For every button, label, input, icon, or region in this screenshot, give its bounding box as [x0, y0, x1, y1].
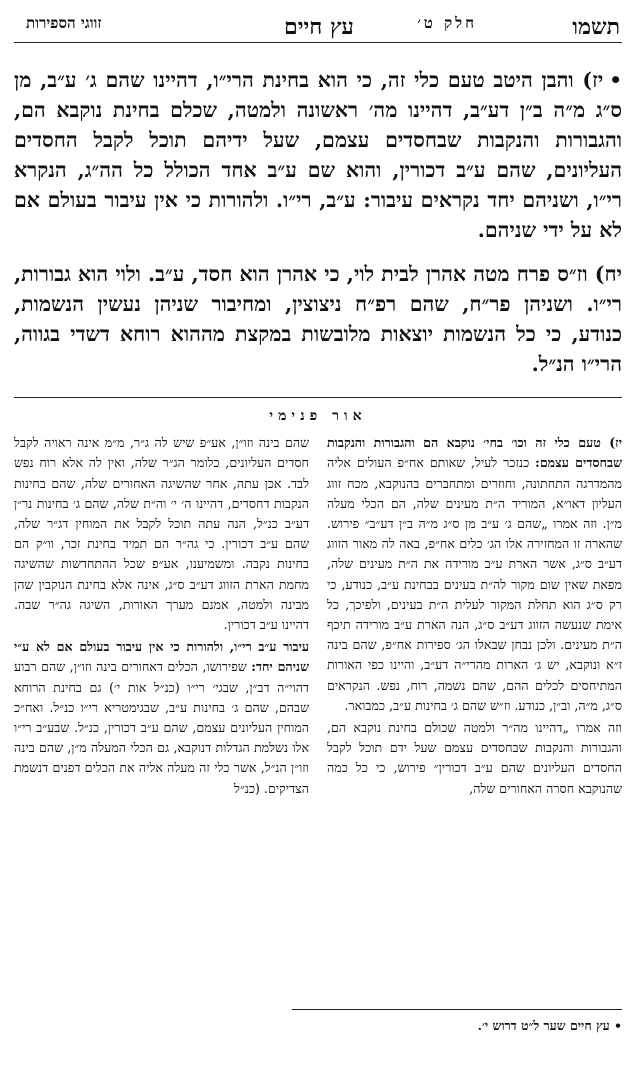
commentary-text: שהם בינה וזו״ן, אע״פ שיש לה ג״ר, מ״מ אינה ראויה לקבל חסדים העליונים, כלומר הג״ר שלה, ואין לה אלא רוח נפש לבד. אכן עתה, אחר שהשיגה האחורים שלה, שהם בחינות הנקבות דחסדים, דהיינו ה׳ י׳ וה״ת שלה, שהם ג׳ בחינות נר״ן דע״ב כנ״ל, הנה עתה תוכל לקבל את המוחין דג״ר שלה, שהם ע״ב דכורין. כי גה״ר הם תמיד בחינת זכר, וו״ק הם בחינות נקבה. ומשמיענו, אע״פ שכל ההתחדשות שהשיגה מחמת הארת הזווג דע״ב ס״ג, אינה אלא בחינת הנוקבין שהן מבינה ולמטה, אמנם מערך האורות, השיגה גה״ר שבה. דהיינו ע״ב דכורין.	[14, 435, 309, 633]
commentary-text: כנזכר לעיל, שאותם אח״פ העולים אליה מהמדרגה התחתונה, וחוזרים ומתחברים בהנוקבא, מכח זווג העליון דאו״א, המוריד ה״ת מעינים שלה, הם הכלי מעלה מ״ן. וזה אמרו „שהם ג׳ ע״ב מן ס״ג מ״ה ב״ן דע״ב״ פירוש. שהארה זו המחזירה אלו הג׳ כלים אח״פ, באה לה מאור הזווג דע״ב ס״ג, אשר הארת ע״ב מורידה את ה״ת מעינים שלה, מפאת שאין שום מקור לה״ת בעינים בבחינת ע״ב, כנודע, כי רק ס״ג הוא תחלת המקור לעלית ה״ת בעינים, ולפיכך, כל אימת שנעשה הזווג דע״ב ס״ג, הנה הארת ע״ב מורידה תיכף ה״ת מעינים. ולכן נבחן שבאלו הג׳ ספירות אח״פ, שהם בינה ז״א ונוקבא, יש ג׳ הארות מהרי״ה דע״ב, והיינו כפי האורות המתיחסים לכלים ההם, שהם נשמה, רוח, נפש. הנקראים ס״ג, מ״ה, וב״ן, כנודע. וז״ש שהם ג׳ בחינות ע״ב, כמבואר.	[327, 455, 622, 713]
paragraph-17-text: יז) והבן היטב טעם כלי זה, כי הוא בחינת הרי״ו, דהיינו שהם ג׳ ע״ב, מן ס״ג מ״ה ב״ן דע״ב, דהיינו מה׳ ראשונה ולמטה, שכלם בחינת נוקבא הם, והגבורות והנקבות שבחסדים עצמם, שעל ידיהם תוכל לקבל החסדים העליונים, שהם ע״ב דכורין, והוא שם ע״ב אחד הכולל כל הה״ג, הנקרא רי״ו, ושניהם יחד נקראים עיבור: ע״ב, רי״ו. ולהורות כי אין עיבור בעולם אם לא על ידי שניהם.	[14, 68, 622, 242]
commentary-text: וזה אמרו „דהיינו מה״ר ולמטה שכולם בחינת נוקבא הם, והגבורות והנקבות שבחסדים עצמם שעל ידם תוכל לקבל החסדים העליונים שהם ע״ב דכורין״ פירוש, כי כל כמה שהנוקבא חסרה האחורים שלה,	[327, 720, 622, 796]
running-header	[14, 8, 622, 43]
paragraph-18: יח) וז״ס פרח מטה אהרן לבית לוי, כי אהרן הוא חסד, ע״ב. ולוי הוא גבורות, רי״ו. ושניהן פר״ח, שהם רפ״ח ניצוצין, ומחיבור שניהן נעשין הנשמות, כנודע, כי כל הנשמות יוצאות מלובשות במקצת מההוא רוחא דשדי בגווה, הרי״ו הנ״ל.	[14, 262, 622, 376]
book-title: עץ חיים	[284, 14, 354, 40]
footnote: • עץ חיים שער ל״ט דרוש י׳.	[477, 1018, 622, 1034]
commentary-lead: עיבור ע״ב רי״ו, ולהורות כי אין עיבור בעולם אם לא ע״י שניהם יחד:	[14, 639, 309, 675]
footnote-rule	[292, 1009, 622, 1010]
commentary-left-column	[14, 433, 309, 1003]
section-divider	[14, 397, 622, 398]
topic-title: זווגי הספירות	[26, 14, 102, 32]
commentary-paragraph	[327, 433, 622, 716]
part-label: חלק ט׳	[417, 14, 477, 32]
commentary-title: אור פנימי	[269, 408, 367, 425]
commentary-right-column	[327, 433, 622, 1003]
commentary-paragraph	[327, 718, 622, 799]
main-text	[14, 65, 622, 379]
commentary-columns	[14, 433, 622, 1003]
bullet-marker: •	[609, 68, 622, 92]
commentary-lead: יז) טעם כלי זה וכו׳ בחי׳ נוקבא הם והגבורות והנקבות שבחסדים עצמם:	[327, 435, 622, 471]
commentary-text: שפירושו, הכלים דאחורים בינה וזו״ן, שהם רבוע דהוי״ה דב״ן, שבגי׳ רי״ו (כנ״ל אות י׳) גם בחינת הרוחא שבהם, שהם ג׳ בחינות ע״ב, שבגימטריא רי״ו כנ״ל. ואח״כ המוחין העליונים עצמם, שהם ע״ב דכורין, כנ״ל. שבע״ב רי״ו אלו נשלמת הגדלות דנוקבא, גם הכלי המעלה מ״ן, שהם בינה וזו״ן הנ״ל, אשר כלי זה מעלה אליה את הכלים דפנים דנשמת הצדיקים. (כנ״ל	[14, 659, 309, 796]
page-number: תשמו	[572, 14, 620, 40]
commentary-paragraph	[14, 433, 309, 635]
paragraph-17	[14, 65, 622, 245]
commentary-paragraph	[14, 637, 309, 799]
